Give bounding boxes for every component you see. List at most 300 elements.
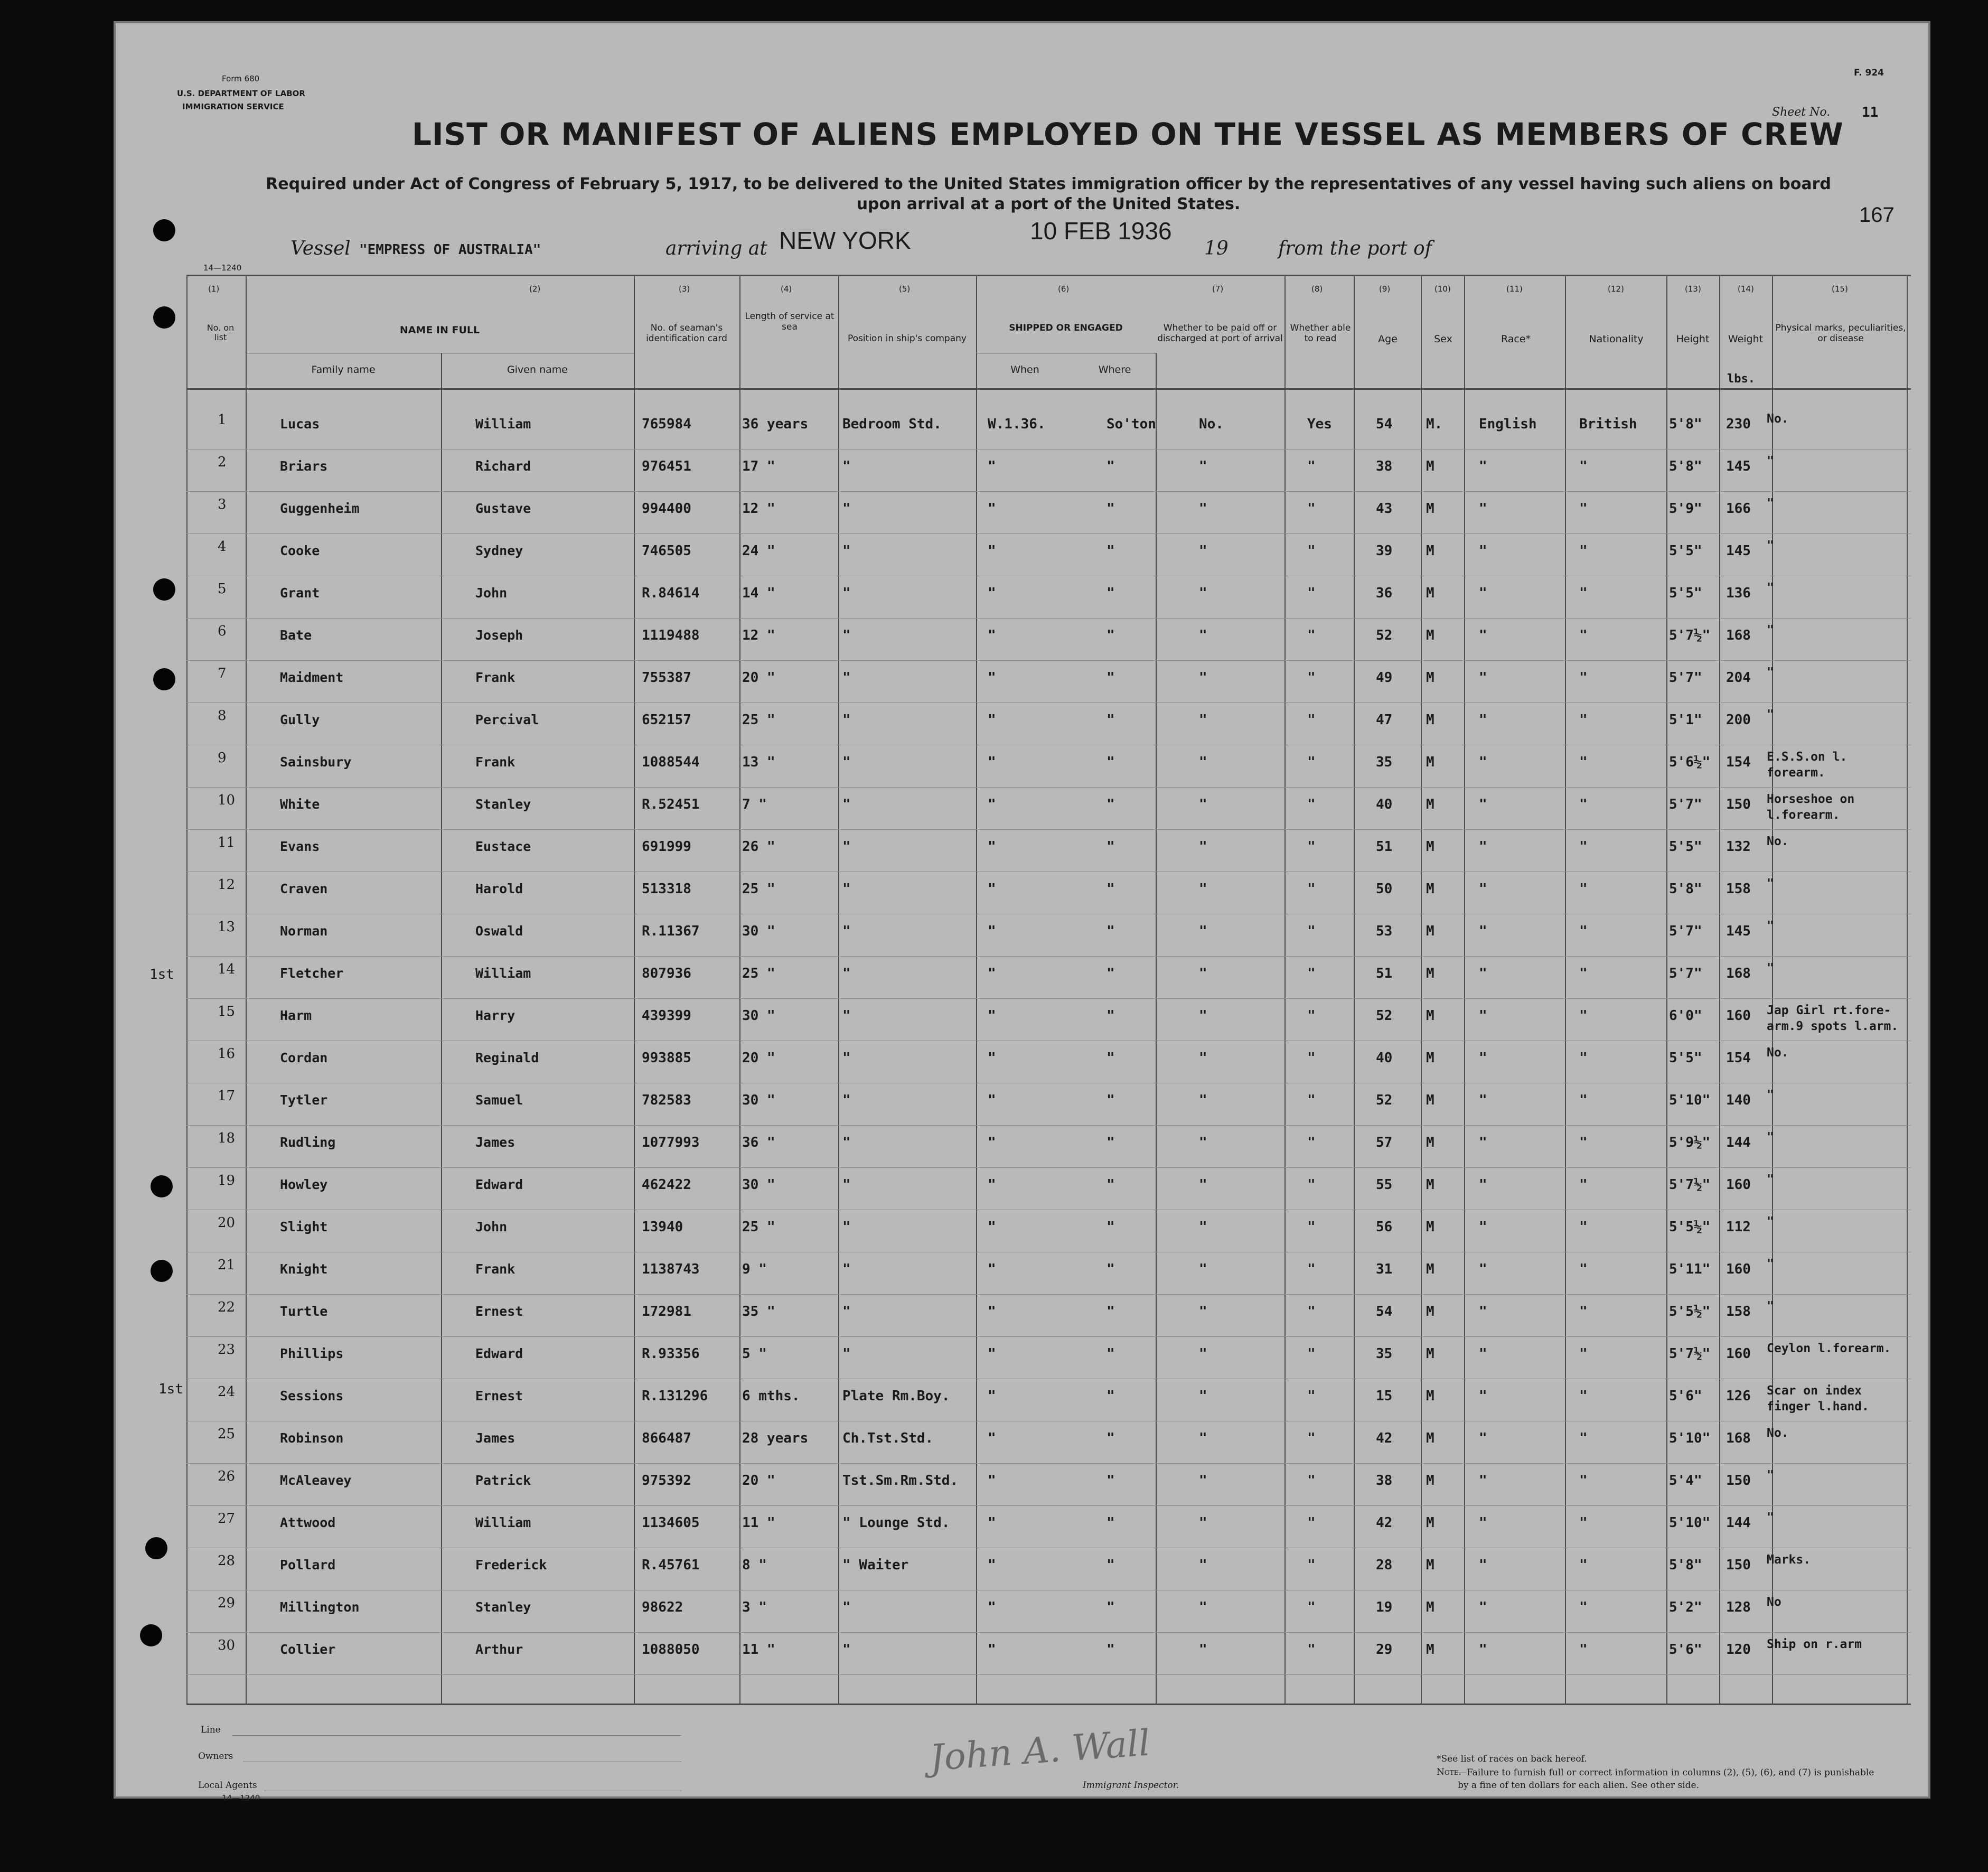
cell-family: Howley <box>280 1177 328 1192</box>
cell-card: 1119488 <box>642 628 700 643</box>
row-rule <box>186 618 1911 619</box>
cell-card: 13940 <box>642 1219 683 1235</box>
cell-marks: Ship on r.arm <box>1767 1637 1862 1651</box>
cell-position: " <box>842 1135 851 1150</box>
cell-marks: " <box>1767 581 1774 595</box>
cell-given: Eustace <box>475 839 531 854</box>
cell-nat: " <box>1579 754 1588 770</box>
cell-family: Millington <box>280 1599 360 1615</box>
row-rule <box>186 998 1911 999</box>
col-paid-off: Whether to be paid off or discharged at port of arrival <box>1157 323 1283 344</box>
cell-weight: 150 <box>1726 1473 1751 1489</box>
table-bottom-border <box>186 1703 1911 1705</box>
column-number: (4) <box>781 284 792 294</box>
cell-given: Sydney <box>475 543 523 558</box>
cell-age: 40 <box>1376 797 1393 812</box>
column-divider <box>1464 275 1465 1705</box>
cell-service: 30 " <box>742 1092 775 1108</box>
cell-position: " <box>842 923 851 939</box>
row-rule <box>186 787 1911 788</box>
column-divider <box>634 275 635 1705</box>
punch-hole <box>153 306 175 329</box>
cell-service: 28 years <box>742 1430 809 1446</box>
cell-weight: 145 <box>1726 458 1751 474</box>
cell-marks: Ceylon l.forearm. <box>1767 1342 1891 1355</box>
cell-weight: 204 <box>1726 670 1751 686</box>
f-code: F. 924 <box>1854 68 1884 78</box>
cell-marks: " <box>1767 1130 1774 1144</box>
cell-where: " <box>1106 1008 1115 1024</box>
column-number: (5) <box>899 284 911 294</box>
punch-hole <box>153 219 175 241</box>
cell-position: " <box>842 1050 851 1066</box>
cell-race: " <box>1479 881 1487 897</box>
cell-race: " <box>1479 1557 1487 1573</box>
cell-card: 1134605 <box>642 1515 700 1531</box>
cell-position: " Lounge Std. <box>842 1515 950 1531</box>
cell-nat: British <box>1579 416 1637 432</box>
row-rule <box>186 491 1911 492</box>
cell-read: " <box>1307 754 1316 770</box>
cell-position: " <box>842 1346 851 1362</box>
cell-given: John <box>475 585 508 601</box>
cell-race: " <box>1479 1515 1487 1531</box>
cell-service: 30 " <box>742 1177 775 1193</box>
cell-family: Rudling <box>280 1135 336 1150</box>
cell-when: " <box>988 1092 996 1108</box>
cell-position: " <box>842 1599 851 1615</box>
cell-sex: M <box>1426 1473 1434 1489</box>
cell-paid: " <box>1199 585 1207 601</box>
cell-service: 25 " <box>742 881 775 897</box>
cell-position: " <box>842 966 851 981</box>
cell-weight: 154 <box>1726 1050 1751 1066</box>
cell-marks: Jap Girl rt.fore-arm.9 spots l.arm. <box>1767 1004 1899 1033</box>
cell-weight: 145 <box>1726 543 1751 559</box>
cell-height: 5'5" <box>1669 1050 1702 1066</box>
cell-when: " <box>988 1473 996 1489</box>
cell-marks: E.S.S.on l. forearm. <box>1767 750 1848 780</box>
cell-service: 11 " <box>742 1515 775 1531</box>
cell-nat: " <box>1579 1599 1588 1615</box>
cell-sex: M <box>1426 923 1434 939</box>
punch-hole <box>151 1260 173 1282</box>
weight-unit: lbs. <box>1727 372 1755 386</box>
cell-read: " <box>1307 1135 1316 1150</box>
cell-service: 12 " <box>742 628 775 643</box>
cell-height: 5'7" <box>1669 966 1702 981</box>
cell-read: " <box>1307 543 1316 559</box>
cell-weight: 144 <box>1726 1135 1751 1150</box>
sheet-label: Sheet No. <box>1772 106 1831 119</box>
cell-height: 5'7" <box>1669 797 1702 812</box>
column-divider <box>1156 353 1157 1705</box>
cell-card: R.93356 <box>642 1346 700 1362</box>
line-number: 12 <box>218 877 236 893</box>
cell-when: " <box>988 1642 996 1658</box>
cell-marks: No. <box>1767 1046 1789 1060</box>
col-race: Race* <box>1501 333 1531 345</box>
cell-read: " <box>1307 1261 1316 1277</box>
cell-race: " <box>1479 458 1487 474</box>
cell-height: 5'10" <box>1669 1515 1711 1531</box>
cell-service: 35 " <box>742 1304 775 1319</box>
cell-when: " <box>988 543 996 559</box>
column-divider <box>976 275 977 1705</box>
cell-family: Knight <box>280 1261 328 1277</box>
cell-read: " <box>1307 1430 1316 1446</box>
cell-position: Plate Rm.Boy. <box>842 1388 950 1404</box>
cell-nat: " <box>1579 881 1588 897</box>
cell-service: 30 " <box>742 923 775 939</box>
cell-given: Stanley <box>475 1599 531 1615</box>
cell-position: Tst.Sm.Rm.Std. <box>842 1473 959 1489</box>
note-label: Note. <box>1437 1767 1461 1777</box>
column-divider <box>246 275 247 1705</box>
cell-sex: M <box>1426 1008 1434 1024</box>
cell-card: 807936 <box>642 966 691 981</box>
column-divider <box>186 275 187 1705</box>
cell-when: " <box>988 1261 996 1277</box>
cell-card: 866487 <box>642 1430 691 1446</box>
cell-paid: " <box>1199 1599 1207 1615</box>
cell-position: " <box>842 754 851 770</box>
cell-sex: M <box>1426 797 1434 812</box>
cell-read: " <box>1307 1219 1316 1235</box>
cell-sex: M <box>1426 585 1434 601</box>
cell-marks: " <box>1767 1299 1774 1313</box>
cell-when: " <box>988 670 996 686</box>
cell-sex: M <box>1426 712 1434 728</box>
cell-card: 1088050 <box>642 1642 700 1658</box>
cell-service: 8 " <box>742 1557 767 1573</box>
cell-weight: 168 <box>1726 1430 1751 1446</box>
cell-age: 31 <box>1376 1261 1393 1277</box>
cell-race: " <box>1479 670 1487 686</box>
cell-marks: " <box>1767 1257 1774 1271</box>
cell-family: Sainsbury <box>280 754 352 770</box>
cell-age: 53 <box>1376 923 1393 939</box>
cell-family: Phillips <box>280 1346 344 1361</box>
cell-race: " <box>1479 797 1487 812</box>
column-number: (7) <box>1212 284 1224 294</box>
cell-family: Briars <box>280 458 328 474</box>
cell-race: " <box>1479 585 1487 601</box>
cell-read: " <box>1307 1092 1316 1108</box>
col-weight: Weight <box>1728 333 1764 345</box>
cell-card: 755387 <box>642 670 691 686</box>
cell-where: " <box>1106 1515 1115 1531</box>
cell-given: James <box>475 1430 515 1446</box>
cell-height: 5'7½" <box>1669 1346 1711 1362</box>
cell-where: " <box>1106 797 1115 812</box>
cell-where: " <box>1106 1177 1115 1193</box>
cell-age: 38 <box>1376 1473 1393 1489</box>
line-number: 27 <box>218 1511 236 1527</box>
cell-race: " <box>1479 754 1487 770</box>
col-position: Position in ship's company <box>848 333 967 344</box>
cell-given: Patrick <box>475 1473 531 1488</box>
cell-given: John <box>475 1219 508 1234</box>
cell-service: 7 " <box>742 797 767 812</box>
cell-age: 40 <box>1376 1050 1393 1066</box>
cell-age: 52 <box>1376 1092 1393 1108</box>
cell-service: 36 " <box>742 1135 775 1150</box>
cell-nat: " <box>1579 1261 1588 1277</box>
cell-marks: No. <box>1767 835 1789 848</box>
cell-when: " <box>988 1008 996 1024</box>
line-number: 30 <box>218 1637 236 1653</box>
cell-family: Tytler <box>280 1092 328 1108</box>
line-number: 28 <box>218 1553 236 1569</box>
cell-sex: M <box>1426 458 1434 474</box>
cell-age: 19 <box>1376 1599 1393 1615</box>
punch-hole <box>153 668 175 690</box>
cell-position: " <box>842 1219 851 1235</box>
cell-sex: M <box>1426 1642 1434 1658</box>
col-no-on-list: No. on list <box>207 323 235 343</box>
cell-read: " <box>1307 1388 1316 1404</box>
cell-when: " <box>988 712 996 728</box>
line-number: 29 <box>218 1595 236 1611</box>
cell-height: 5'5" <box>1669 543 1702 559</box>
row-rule <box>186 1336 1911 1337</box>
races-note: *See list of races on back hereof. <box>1437 1754 1587 1764</box>
cell-paid: " <box>1199 754 1207 770</box>
cell-position: " <box>842 543 851 559</box>
cell-position: " <box>842 1008 851 1024</box>
line-number: 20 <box>218 1215 236 1231</box>
cell-read: " <box>1307 1008 1316 1024</box>
cell-weight: 150 <box>1726 1557 1751 1573</box>
cell-position: " <box>842 1642 851 1658</box>
cell-sex: M <box>1426 1050 1434 1066</box>
cell-position: " <box>842 881 851 897</box>
cell-paid: " <box>1199 839 1207 855</box>
cell-position: " <box>842 712 851 728</box>
cell-weight: 200 <box>1726 712 1751 728</box>
cell-service: 25 " <box>742 712 775 728</box>
cell-paid: " <box>1199 1642 1207 1658</box>
line-number: 7 <box>218 666 227 681</box>
cell-when: " <box>988 797 996 812</box>
cell-when: " <box>988 585 996 601</box>
cell-marks: Scar on index finger l.hand. <box>1767 1384 1869 1414</box>
cell-paid: " <box>1199 797 1207 812</box>
cell-read: " <box>1307 1642 1316 1658</box>
cell-paid: " <box>1199 1092 1207 1108</box>
cell-given: Stanley <box>475 797 531 812</box>
cell-card: 976451 <box>642 458 691 474</box>
cell-family: Collier <box>280 1642 336 1657</box>
punch-hole <box>151 1175 173 1197</box>
cell-weight: 168 <box>1726 966 1751 981</box>
line-number: 23 <box>218 1342 236 1358</box>
col-family-name: Family name <box>311 364 376 376</box>
cell-family: White <box>280 797 320 812</box>
line-number: 17 <box>218 1088 236 1104</box>
cell-card: R.131296 <box>642 1388 708 1404</box>
cell-read: " <box>1307 1304 1316 1319</box>
cell-service: 24 " <box>742 543 775 559</box>
cell-sex: M <box>1426 754 1434 770</box>
cell-marks: No <box>1767 1595 1781 1609</box>
line-number: 2 <box>218 454 227 470</box>
row-rule <box>186 956 1911 957</box>
col-height: Height <box>1676 333 1710 345</box>
cell-race: " <box>1479 1135 1487 1150</box>
vessel-name: "EMPRESS OF AUSTRALIA" <box>359 242 541 258</box>
line-number: 4 <box>218 539 227 555</box>
line-number: 15 <box>218 1004 236 1019</box>
cell-where: " <box>1106 1304 1115 1319</box>
cell-height: 5'2" <box>1669 1599 1702 1615</box>
cell-service: 6 mths. <box>742 1388 800 1404</box>
cell-height: 5'5½" <box>1669 1219 1711 1235</box>
line-label: Line <box>201 1725 221 1735</box>
cell-race: " <box>1479 628 1487 643</box>
line-number: 11 <box>218 835 236 850</box>
cell-age: 29 <box>1376 1642 1393 1658</box>
cell-card: 975392 <box>642 1473 691 1489</box>
column-number: (11) <box>1506 284 1523 294</box>
cell-family: Sessions <box>280 1388 344 1403</box>
cell-height: 5'5" <box>1669 839 1702 855</box>
cell-marks: " <box>1767 539 1774 553</box>
cell-position: " <box>842 670 851 686</box>
cell-read: Yes <box>1307 416 1332 432</box>
vessel-label: Vessel <box>290 238 351 259</box>
column-number: (15) <box>1832 284 1848 294</box>
cell-race: " <box>1479 1219 1487 1235</box>
cell-marks: " <box>1767 1173 1774 1186</box>
cell-weight: 160 <box>1726 1008 1751 1024</box>
cell-height: 5'7½" <box>1669 1177 1711 1193</box>
cell-given: Percival <box>475 712 539 727</box>
cell-nat: " <box>1579 966 1588 981</box>
cell-race: " <box>1479 1430 1487 1446</box>
column-divider <box>1666 275 1667 1705</box>
line-number: 21 <box>218 1257 236 1273</box>
row-rule <box>186 1294 1911 1295</box>
service-name: IMMIGRATION SERVICE <box>182 102 284 111</box>
cell-height: 6'0" <box>1669 1008 1702 1024</box>
cell-race: " <box>1479 501 1487 517</box>
cell-race: " <box>1479 1092 1487 1108</box>
row-rule <box>186 1167 1911 1168</box>
cell-race: " <box>1479 1050 1487 1066</box>
cell-race: " <box>1479 1346 1487 1362</box>
cell-where: " <box>1106 881 1115 897</box>
cell-where: " <box>1106 1092 1115 1108</box>
cell-height: 5'7½" <box>1669 628 1711 643</box>
cell-position: " Waiter <box>842 1557 909 1573</box>
row-rule <box>186 1674 1911 1675</box>
cell-position: Ch.Tst.Std. <box>842 1430 934 1446</box>
cell-paid: " <box>1199 1050 1207 1066</box>
cell-marks: " <box>1767 666 1774 679</box>
cell-read: " <box>1307 585 1316 601</box>
cell-nat: " <box>1579 501 1588 517</box>
row-rule <box>186 533 1911 534</box>
cell-when: " <box>988 501 996 517</box>
column-divider <box>1772 275 1773 1705</box>
cell-race: " <box>1479 712 1487 728</box>
date-stamp: 10 FEB 1936 <box>1030 217 1172 245</box>
cell-given: William <box>475 416 531 432</box>
cell-nat: " <box>1579 1346 1588 1362</box>
cell-read: " <box>1307 1473 1316 1489</box>
cell-nat: " <box>1579 1515 1588 1531</box>
cell-sex: M <box>1426 1261 1434 1277</box>
cell-when: " <box>988 754 996 770</box>
cell-sex: M <box>1426 1388 1434 1404</box>
cell-weight: 120 <box>1726 1642 1751 1658</box>
cell-weight: 166 <box>1726 501 1751 517</box>
cell-when: " <box>988 458 996 474</box>
cell-paid: " <box>1199 543 1207 559</box>
cell-when: " <box>988 1346 996 1362</box>
column-number: (12) <box>1608 284 1624 294</box>
cell-sex: M <box>1426 670 1434 686</box>
cell-race: " <box>1479 923 1487 939</box>
cell-height: 5'1" <box>1669 712 1702 728</box>
col-id-card: No. of seaman's identification card <box>646 323 727 344</box>
cell-family: Bate <box>280 628 312 643</box>
cell-nat: " <box>1579 1177 1588 1193</box>
cell-weight: 158 <box>1726 1304 1751 1319</box>
cell-paid: " <box>1199 501 1207 517</box>
cell-sex: M <box>1426 1304 1434 1319</box>
cell-card: 1088544 <box>642 754 700 770</box>
cell-height: 5'5½" <box>1669 1304 1711 1319</box>
cell-race: " <box>1479 1304 1487 1319</box>
cell-read: " <box>1307 1346 1316 1362</box>
cell-age: 55 <box>1376 1177 1393 1193</box>
cell-height: 5'9½" <box>1669 1135 1711 1150</box>
cell-when: " <box>988 1599 996 1615</box>
col-when: When <box>1010 364 1039 376</box>
cell-marks: " <box>1767 623 1774 637</box>
cell-when: W.1.36. <box>988 416 1046 432</box>
cell-weight: 158 <box>1726 881 1751 897</box>
cell-age: 51 <box>1376 839 1393 855</box>
cell-sex: M <box>1426 839 1434 855</box>
cell-height: 5'5" <box>1669 585 1702 601</box>
cell-card: 765984 <box>642 416 691 432</box>
requirement-text: Required under Act of Congress of February 5, 1917, to be delivered to the United States immigration officer by the representatives of any vessel having such aliens on board upon arrival at a port of the United States. <box>266 175 1831 213</box>
col-age: Age <box>1378 333 1398 345</box>
punch-hole <box>153 578 175 601</box>
cell-height: 5'7" <box>1669 923 1702 939</box>
cell-age: 35 <box>1376 1346 1393 1362</box>
cell-when: " <box>988 966 996 981</box>
cell-position: " <box>842 1304 851 1319</box>
cell-marks: " <box>1767 961 1774 975</box>
cell-age: 42 <box>1376 1515 1393 1531</box>
cell-given: Ernest <box>475 1304 523 1319</box>
cell-age: 54 <box>1376 1304 1393 1319</box>
cell-sex: M <box>1426 1599 1434 1615</box>
cell-where: " <box>1106 458 1115 474</box>
cell-sex: M <box>1426 501 1434 517</box>
cell-position: " <box>842 797 851 812</box>
cell-read: " <box>1307 1515 1316 1531</box>
cell-card: 462422 <box>642 1177 691 1193</box>
form-number: Form 680 <box>222 74 260 83</box>
line-number: 13 <box>218 919 236 935</box>
cell-marks: " <box>1767 1468 1774 1482</box>
